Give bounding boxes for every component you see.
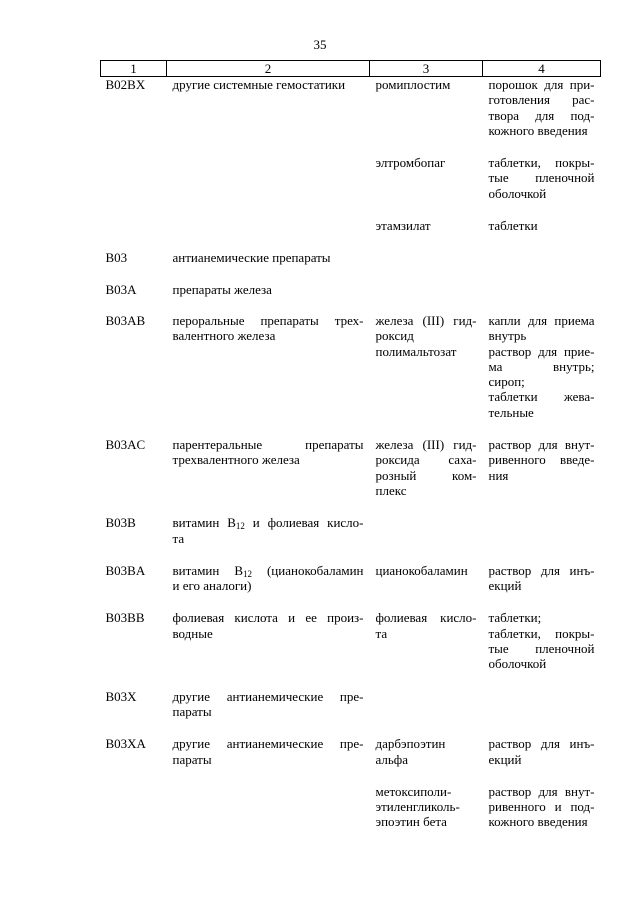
form-line: внутрь: [488, 328, 527, 344]
drug-cell: [370, 610, 483, 671]
form-line: таблетки: [488, 218, 538, 234]
drug-line: полимальтозат: [375, 343, 457, 359]
row-spacer: [101, 297, 601, 313]
name-cell: [167, 218, 370, 233]
atc-code-cell: [101, 218, 167, 233]
row-spacer: [101, 138, 601, 155]
name-cell: [167, 689, 370, 720]
page-number: 35: [313, 37, 327, 52]
form-line: раствор для внут-: [488, 783, 595, 799]
form-line: тые пленочной: [488, 641, 595, 657]
name-line: другие антианемические пре-: [172, 736, 364, 752]
spacer-cell: [101, 719, 601, 736]
table-row: [101, 155, 601, 201]
name-line: параты: [172, 751, 212, 767]
table-row: [101, 784, 601, 830]
name-cell: [167, 250, 370, 265]
name-cell: [167, 610, 370, 671]
row-spacer: [101, 767, 601, 784]
table-row: [101, 437, 601, 498]
atc-code-cell: B03: [105, 250, 128, 266]
spacer-cell: [101, 297, 601, 313]
form-line: порошок для при-: [488, 77, 595, 92]
form-line: сироп;: [488, 374, 525, 390]
name-cell: [167, 437, 370, 498]
atc-code-cell: B03AC: [105, 437, 146, 453]
atc-code-cell: B03BA: [105, 562, 146, 578]
atc-code-cell: [101, 155, 167, 201]
name-cell: [167, 77, 370, 139]
column-header-1: 1: [101, 61, 167, 77]
form-cell: [483, 313, 601, 420]
atc-code-cell: [101, 784, 167, 830]
name-cell: [167, 155, 370, 201]
form-line: раствор для инъ-: [488, 736, 595, 752]
table-body: [101, 77, 601, 830]
form-line: кожного введения: [488, 122, 588, 138]
drug-line: этиленгликоль-: [375, 799, 460, 815]
drug-line: дарбэпоэтин: [375, 736, 446, 752]
drug-line: железа (III) гид-: [375, 437, 477, 453]
spacer-cell: [101, 767, 601, 784]
drug-table: [100, 60, 601, 830]
form-line: екций: [488, 751, 522, 767]
drug-cell: [370, 515, 483, 546]
table-row: [101, 563, 601, 594]
drug-line: цианокобаламин: [375, 562, 468, 578]
form-line: раствор для внут-: [488, 437, 595, 453]
spacer-cell: [101, 233, 601, 250]
spacer-cell: [101, 201, 601, 218]
drug-cell: [370, 250, 483, 265]
name-line: пероральные препараты трех-: [172, 312, 364, 328]
atc-code-cell: B03A: [105, 281, 137, 297]
name-line: витамин $B_{12}$ и фолиевая кисло-: [172, 515, 364, 532]
form-cell: [483, 784, 601, 830]
form-line: ривенного введе-: [488, 452, 595, 468]
row-spacer: [101, 546, 601, 563]
drug-cell: [370, 313, 483, 420]
atc-code-cell: B03X: [105, 688, 137, 704]
name-line: валентного железа: [172, 328, 276, 344]
form-line: ривенного и под-: [488, 799, 595, 815]
form-line: таблетки, покры-: [488, 625, 595, 641]
form-cell: [483, 155, 601, 201]
drug-line: розный ком-: [375, 467, 477, 483]
table-row: [101, 736, 601, 767]
atc-code-cell: B03AB: [105, 312, 146, 328]
name-line: антианемические препараты: [172, 250, 331, 266]
name-line: витамин $B_{12}$ (цианокобаламин: [172, 562, 364, 579]
row-spacer: [101, 719, 601, 736]
atc-code-cell: B03BB: [105, 610, 145, 626]
drug-cell: [370, 736, 483, 767]
form-cell: [483, 250, 601, 265]
form-line: оболочкой: [488, 656, 547, 672]
name-line: и его аналоги): [172, 578, 252, 594]
table-row: [101, 218, 601, 233]
drug-line: альфа: [375, 751, 408, 767]
form-line: раствор для инъ-: [488, 562, 595, 578]
drug-line: роксид: [375, 328, 414, 344]
name-line: та: [172, 530, 185, 546]
row-spacer: [101, 233, 601, 250]
atc-code-cell: B03XA: [105, 736, 146, 752]
form-line: твора для под-: [488, 107, 595, 123]
atc-code-cell: B02BX: [105, 77, 146, 92]
name-cell: [167, 736, 370, 767]
table-row: [101, 689, 601, 720]
name-cell: [167, 282, 370, 297]
row-spacer: [101, 420, 601, 437]
column-header-4: 4: [483, 61, 601, 77]
row-spacer: [101, 201, 601, 218]
drug-cell: [370, 282, 483, 297]
drug-line: фолиевая кисло-: [375, 610, 477, 626]
subscript: 12: [235, 521, 245, 532]
drug-cell: [370, 77, 483, 139]
row-spacer: [101, 498, 601, 515]
name-line: другие системные гемостатики: [172, 77, 346, 92]
name-cell: [167, 563, 370, 594]
spacer-cell: [101, 266, 601, 282]
form-line: таблетки, покры-: [488, 155, 595, 171]
form-cell: [483, 689, 601, 720]
spacer-cell: [101, 593, 601, 610]
form-line: тые пленочной: [488, 170, 595, 186]
drug-line: роксида саха-: [375, 452, 477, 468]
drug-cell: [370, 437, 483, 498]
spacer-cell: [101, 498, 601, 515]
drug-cell: [370, 218, 483, 233]
drug-cell: [370, 689, 483, 720]
form-cell: [483, 610, 601, 671]
row-spacer: [101, 672, 601, 689]
drug-line: этамзилат: [375, 218, 431, 234]
table-row: [101, 313, 601, 420]
name-cell: [167, 784, 370, 830]
subscript: 12: [243, 568, 252, 579]
table-row: [101, 250, 601, 265]
name-cell: [167, 313, 370, 420]
form-cell: [483, 77, 601, 139]
name-line: фолиевая кислота и ее произ-: [172, 610, 364, 626]
drug-line: метоксиполи-: [375, 783, 452, 799]
form-line: кожного введения: [488, 814, 588, 830]
form-cell: [483, 563, 601, 594]
spacer-cell: [101, 546, 601, 563]
spacer-cell: [101, 420, 601, 437]
form-line: ния: [488, 467, 509, 483]
spacer-cell: [101, 672, 601, 689]
table-header-row: [101, 61, 601, 77]
form-line: таблетки жева-: [488, 389, 595, 405]
table-row: [101, 610, 601, 671]
drug-line: эпоэтин бета: [375, 814, 447, 830]
drug-line: та: [375, 625, 388, 641]
table-row: [101, 77, 601, 139]
form-cell: [483, 282, 601, 297]
form-line: капли для приема: [488, 312, 595, 328]
row-spacer: [101, 593, 601, 610]
form-line: готовления рас-: [488, 92, 595, 108]
name-cell: [167, 515, 370, 546]
name-line: препараты железа: [172, 281, 272, 297]
form-line: ма внутрь;: [488, 358, 595, 374]
drug-line: плекс: [375, 482, 407, 498]
drug-cell: [370, 155, 483, 201]
form-line: раствор для прие-: [488, 343, 595, 359]
drug-line: ромиплостим: [375, 77, 451, 92]
form-line: тельные: [488, 404, 534, 420]
form-cell: [483, 736, 601, 767]
name-line: парентеральные препараты: [172, 437, 364, 453]
form-line: таблетки;: [488, 610, 542, 626]
drug-line: железа (III) гид-: [375, 312, 477, 328]
drug-cell: [370, 563, 483, 594]
name-line: трехвалентного железа: [172, 452, 300, 468]
drug-line: элтромбопаг: [375, 155, 446, 171]
spacer-cell: [101, 138, 601, 155]
name-line: параты: [172, 703, 212, 719]
name-line: другие антианемические пре-: [172, 688, 364, 704]
table-row: [101, 282, 601, 297]
column-header-2: 2: [167, 61, 370, 77]
form-cell: [483, 218, 601, 233]
atc-code-cell: B03B: [105, 515, 136, 531]
form-line: оболочкой: [488, 185, 547, 201]
row-spacer: [101, 266, 601, 282]
form-cell: [483, 437, 601, 498]
drug-cell: [370, 784, 483, 830]
name-line: водные: [172, 625, 213, 641]
form-line: екций: [488, 578, 522, 594]
table-row: [101, 515, 601, 546]
form-cell: [483, 515, 601, 546]
column-header-3: 3: [370, 61, 483, 77]
